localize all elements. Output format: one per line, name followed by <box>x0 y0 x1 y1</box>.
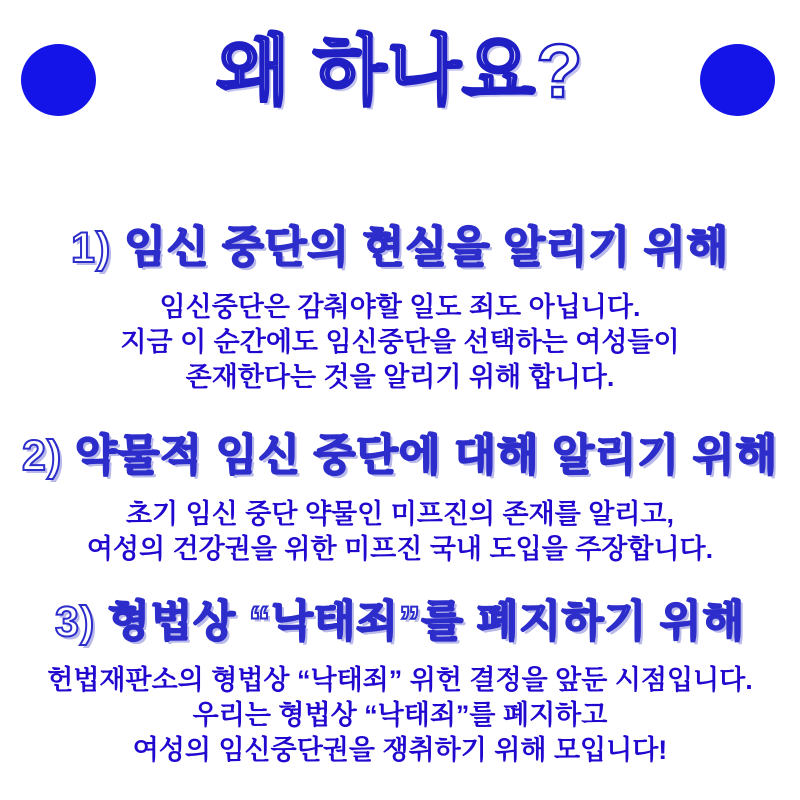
section-2-heading: 2) 약물적 임신 중단에 대해 알리기 위해 <box>22 432 778 480</box>
poster-title: 왜 하나요? <box>216 29 584 114</box>
section-3-body-line-1: 헌법재판소의 형법상 “낙태죄” 위헌 결정을 앞둔 시점입니다. <box>47 665 753 695</box>
section-1-body-line-3: 존재한다는 것을 알리기 위해 합니다. <box>185 362 615 392</box>
section-2-body <box>0 497 800 567</box>
section-1-body-line-1: 임신중단은 감춰야할 일도 죄도 아닙니다. <box>159 292 641 322</box>
section-2-body-line-1: 초기 임신 중단 약물인 미프진의 존재를 알리고, <box>125 499 675 529</box>
section-3-body-line-3: 여성의 임신중단권을 쟁취하기 위해 모입니다! <box>132 735 668 765</box>
section-3-heading: 3) 형법상 “낙태죄”를 폐지하기 위해 <box>54 598 745 646</box>
section-1-heading: 1) 임신 중단의 현실을 알리기 위해 <box>71 224 729 272</box>
section-1-body <box>0 290 800 395</box>
section-2-body-line-2: 여성의 건강권을 위한 미프진 국내 도입을 주장합니다. <box>86 534 714 564</box>
section-1-body-line-2: 지금 이 순간에도 임신중단을 선택하는 여성들이 <box>120 327 680 357</box>
section-3-body <box>0 663 800 768</box>
section-3-body-line-2: 우리는 형법상 “낙태죄”를 폐지하고 <box>192 700 608 730</box>
